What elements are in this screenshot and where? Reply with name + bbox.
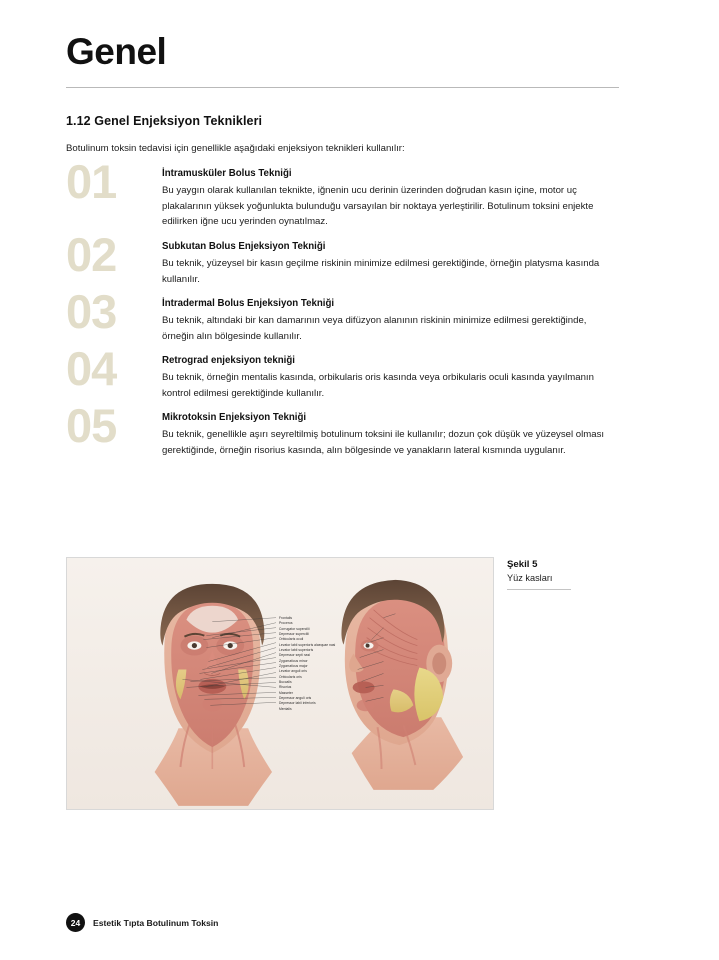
step-title: İntramusküler Bolus Tekniği [162, 168, 292, 180]
figure-caption [507, 557, 619, 590]
step-title: İntradermal Bolus Enjeksiyon Tekniği [162, 298, 335, 310]
muscle-label: Mentalis [279, 706, 292, 711]
muscle-label: Masseter [279, 690, 293, 695]
figure-block [66, 557, 619, 810]
list-item [66, 285, 619, 344]
step-title: Subkutan Bolus Enjeksiyon Tekniği [162, 240, 326, 252]
muscle-label: Depressor septi nasi [279, 653, 311, 658]
muscle-label: Orbicularis oris [279, 674, 302, 679]
page-title: Genel [66, 31, 167, 72]
step-body [162, 166, 619, 230]
muscle-label: Depressor anguli oris [279, 695, 312, 700]
muscle-label: Orbicularis oculi [279, 637, 304, 642]
muscle-label: Levator labii superioris alaequae nasi [279, 642, 336, 647]
technique-list [66, 155, 619, 458]
list-item [66, 342, 619, 401]
muscle-label: Depressor supercilii [279, 631, 309, 636]
figure-subtitle: Yüz kasları [507, 573, 553, 583]
page-footer [66, 913, 218, 932]
muscle-label: Procerus [279, 621, 293, 626]
step-title: Mikrotoksin Enjeksiyon Tekniği [162, 412, 307, 424]
step-number: 02 [66, 227, 117, 281]
muscle-label: Levator anguli oris [279, 669, 307, 674]
step-title: Retrograd enjeksiyon tekniği [162, 355, 295, 367]
step-body [162, 410, 619, 458]
page-number-badge: 24 [66, 913, 85, 932]
muscle-label-list [279, 616, 383, 712]
muscle-label: Corrugator supercilii [279, 626, 310, 631]
header-divider [66, 87, 619, 88]
step-number: 03 [66, 285, 117, 339]
figure-label: Şekil 5 [507, 559, 538, 570]
list-item [66, 155, 619, 230]
muscle-label: Frontalis [279, 616, 293, 620]
list-item [66, 227, 619, 287]
step-text: Bu yaygın olarak kullanılan teknikte, iğnenin ucu derinin üzerinden doğrudan kasın içine, motor uç plakalarının yüksek yoğunlukta bulunduğu varsayılan bir noktaya yerleştirilir. Botulinum toksini enjekte edilirken iğne ucu yerinden oynatılmaz. [162, 185, 594, 228]
step-text: Bu teknik, yüzeysel bir kasın geçilme riskinin minimize edilmesi gerektiğinde, örneğin platysma kasında kullanılır. [162, 257, 600, 285]
step-number: 04 [66, 342, 117, 396]
step-body [162, 353, 619, 401]
page-header [66, 32, 619, 88]
footer-book-title: Estetik Tıpta Botulinum Toksin [93, 917, 219, 928]
step-body [162, 239, 619, 287]
figure-image-face-muscles [66, 557, 494, 810]
step-text: Bu teknik, örneğin mentalis kasında, orbikularis oris kasında veya orbikularis oculi kasında yayılmanın kontrol edilmesi gerektiğinde kullanılır. [162, 372, 594, 399]
muscle-label: Zygomaticus minor [279, 658, 308, 663]
muscle-label: Zygomaticus major [279, 663, 308, 668]
list-item [66, 399, 619, 458]
figure-caption-divider [507, 589, 571, 590]
step-text: Bu teknik, genellikle aşırı seyreltilmiş botulinum toksini ile kullanılır; dozun çok düşük ve yüzeysel olması gerektiğinde, örneğin risorius kasında, alın bölgesinde ve yanakların lateral kısmında uygulanır. [162, 429, 605, 456]
step-number: 05 [66, 399, 117, 453]
muscle-label: Levator labii superioris [279, 647, 314, 652]
muscle-label: Buccalis [279, 679, 292, 684]
section-intro-text: Botulinum toksin tedavisi için genellikle aşağıdaki enjeksiyon teknikleri kullanılır: [66, 143, 405, 154]
muscle-label: Depressor labii inferioris [279, 701, 316, 706]
section-content [66, 114, 619, 467]
muscle-label: Risorius [279, 685, 292, 690]
step-body [162, 296, 619, 344]
step-number: 01 [66, 155, 117, 209]
step-text: Bu teknik, altındaki bir kan damarının veya difüzyon alanının riskinin minimize edilmesi gerektiğinde, örneğin alın bölgesinde kullanılır. [162, 315, 587, 342]
section-heading: 1.12 Genel Enjeksiyon Teknikleri [66, 114, 263, 128]
